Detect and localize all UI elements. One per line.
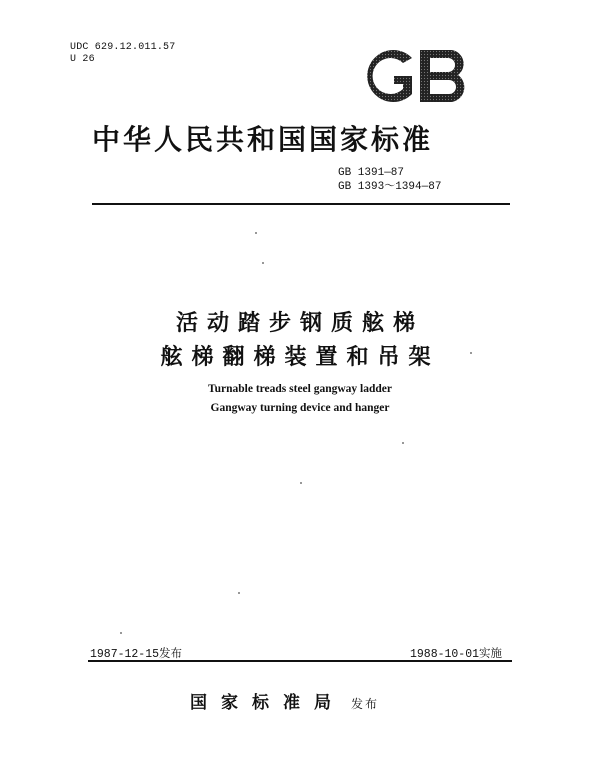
bottom-divider bbox=[88, 660, 512, 662]
standard-code-2: GB 1393～1394—87 bbox=[338, 181, 442, 193]
title-en-line-2: Gangway turning device and hanger bbox=[210, 402, 390, 414]
scan-speck bbox=[402, 442, 404, 444]
issue-date: 1987-12-15发布 bbox=[90, 648, 183, 661]
scan-speck bbox=[300, 482, 302, 484]
standard-code-1: GB 1391—87 bbox=[338, 167, 405, 179]
scan-speck bbox=[255, 232, 257, 234]
udc-line-1: UDC 629.12.011.57 bbox=[70, 42, 176, 53]
top-divider bbox=[92, 203, 510, 205]
scan-speck bbox=[238, 592, 240, 594]
scan-speck bbox=[262, 262, 264, 264]
issuer bbox=[190, 688, 379, 713]
scan-speck bbox=[470, 352, 472, 354]
title-cn-line-2: 舷梯翻梯装置和吊架 bbox=[160, 345, 440, 370]
implementation-date: 1988-10-01实施 bbox=[410, 648, 503, 661]
title-cn-line-1: 活动踏步钢质舷梯 bbox=[175, 311, 424, 336]
scan-speck bbox=[120, 632, 122, 634]
standard-codes bbox=[338, 166, 441, 194]
gb-logo-icon bbox=[360, 44, 480, 108]
udc-classification bbox=[70, 42, 175, 66]
standard-name: 中华人民共和国国家标准 bbox=[92, 123, 434, 156]
issue-action: 发布 bbox=[351, 697, 380, 711]
issuing-organization: 国家标准局 bbox=[190, 693, 345, 713]
title-en-line-1: Turnable treads steel gangway ladder bbox=[207, 383, 392, 395]
udc-line-2: U 26 bbox=[70, 54, 95, 65]
